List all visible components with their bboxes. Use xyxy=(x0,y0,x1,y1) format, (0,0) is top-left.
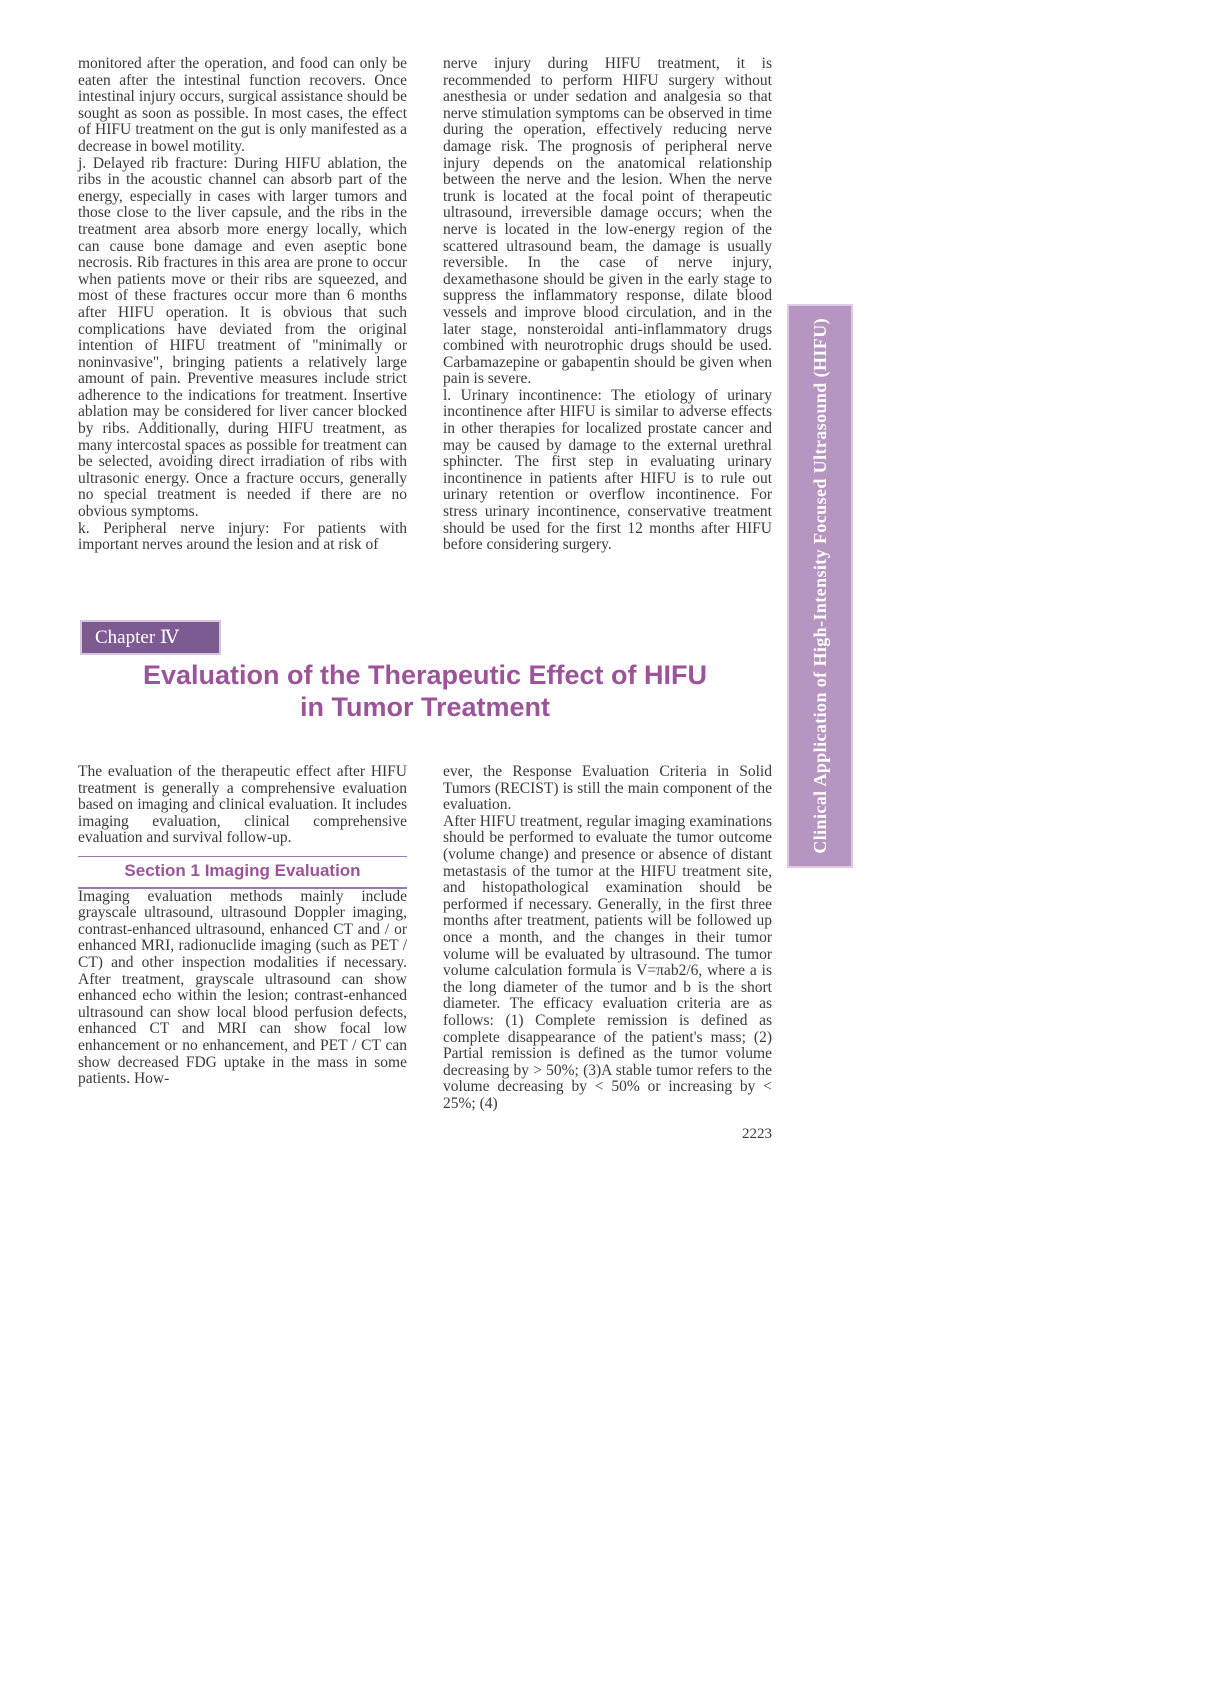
section-header-block xyxy=(78,856,407,889)
chapter-title-line1: Evaluation of the Therapeutic Effect of HIFU xyxy=(142,660,708,690)
paragraph: Imaging evaluation methods mainly include grayscale ultrasound, ultrasound Doppler imaging, contrast-enhanced ultrasound, enhanced CT and / or enhanced MRI, radionuclide imaging (such as PET / CT) and other inspection modalities if necessary. After treatment, grayscale ultrasound can show enhanced echo within the lesion; contrast-enhanced ultrasound can show local blood perfusion defects, enhanced CT and MRI can show focal low enhancement or no enhancement, and PET / CT can show decreased FDG uptake in the mass in some patients. How- xyxy=(78,887,407,1088)
section-header: Section 1 Imaging Evaluation xyxy=(124,861,361,881)
paragraph: The evaluation of the therapeutic effect after HIFU treatment is generally a comprehensive evaluation based on imaging and clinical evaluation. It includes imaging evaluation, clinical comprehensive evaluation and survival follow-up. xyxy=(78,763,407,847)
page-number: 2223 xyxy=(742,1126,772,1142)
top-right-column xyxy=(443,56,772,554)
paragraph: k. Peripheral nerve injury: For patients with important nerves around the lesion and at risk of xyxy=(78,519,407,554)
paragraph: l. Urinary incontinence: The etiology of urinary incontinence after HIFU is similar to adverse effects in other therapies for localized prostate cancer and may be caused by damage to the external urethral sphincter. The first step in evaluating urinary incontinence in patients after HIFU is to rule out urinary retention or overflow incontinence. For stress urinary incontinence, conservative treatment should be used for the first 12 months after HIFU before considering surgery. xyxy=(443,386,772,554)
paragraph: ever, the Response Evaluation Criteria in Solid Tumors (RECIST) is still the main component of the evaluation. xyxy=(443,763,772,814)
paragraph: nerve injury during HIFU treatment, it is recommended to perform HIFU surgery without anesthesia or under sedation and analgesia so that nerve stimulation symptoms can be observed in time during the operation, effectively reducing nerve damage risk. The prognosis of peripheral nerve injury depends on the anatomical relationship between the nerve and the lesion. When the nerve trunk is located at the focal point of therapeutic ultrasound, irreversible damage occurs; when the nerve is located in the low-energy region of the scattered ultrasound beam, the damage is usually reversible. In the case of nerve injury, dexamethasone should be given in the early stage to suppress the inflammatory response, dilate blood vessels and improve blood circulation, and in the later stage, nonsteroidal anti-inflammatory drugs combined with neurotrophic drugs should be used. Carbamazepine or gabapentin should be given when pain is severe. xyxy=(443,55,772,388)
paragraph: j. Delayed rib fracture: During HIFU ablation, the ribs in the acoustic channel can absorb part of the energy, especially in cases with larger tumors and those close to the liver capsule, and the ribs in the treatment area absorb more energy locally, which can cause bone damage and even aseptic bone necrosis. Rib fractures in this area are prone to occur when patients move or their ribs are squeezed, and most of these fractures occur more than 6 months after HIFU operation. It is obvious that such complications have deviated from the original intention of HIFU treatment of "minimally or noninvasive", bringing patients a relatively large amount of pain. Preventive measures include strict adherence to the indications for treatment. Insertive ablation may be considered for liver cancer blocked by ribs. Additionally, during HIFU treatment, as many intercostal spaces as possible for treatment can be selected, avoiding direct irradiation of ribs with ultrasonic energy. Once a fracture occurs, generally no special treatment is needed if there are no obvious symptoms. xyxy=(78,154,407,521)
chapter-title xyxy=(78,659,772,723)
chapter-title-line2: in Tumor Treatment xyxy=(299,692,551,722)
paragraph: monitored after the operation, and food can only be eaten after the intestinal function recovers. Once intestinal injury occurs, surgical assistance should be sought as soon as possible. In most cases, the effect of HIFU treatment on the gut is only manifested as a decrease in bowel motility. xyxy=(78,55,407,155)
bottom-right-column xyxy=(443,764,772,1112)
chapter-side-tab xyxy=(787,304,853,868)
top-left-column xyxy=(78,56,407,554)
chapter-badge: Chapter Ⅳ xyxy=(80,620,221,655)
paragraph: After HIFU treatment, regular imaging examinations should be performed to evaluate the tumor outcome (volume change) and presence or absence of distant metastasis of the tumor at the HIFU treatment site, and histopathological examination should be performed if necessary. Generally, in the first three months after treatment, patients will be followed up once a month, and the changes in their tumor volume will be evaluated by ultrasound. The tumor volume calculation formula is V=πab2/6, where a is the long diameter of the tumor and b is the short diameter. The efficacy evaluation criteria are as follows: (1) Complete remission is defined as complete disappearance of the patient's mass; (2) Partial remission is defined as the tumor volume decreasing by > 50%; (3)A stable tumor refers to the volume decreasing by < 50% or increasing by < 25%; (4) xyxy=(443,812,772,1112)
bottom-left-column xyxy=(78,764,407,1088)
chapter-side-tab-label: Clinical Application of High-Intensity Focused Ultrasound (HIFU) xyxy=(809,318,830,854)
